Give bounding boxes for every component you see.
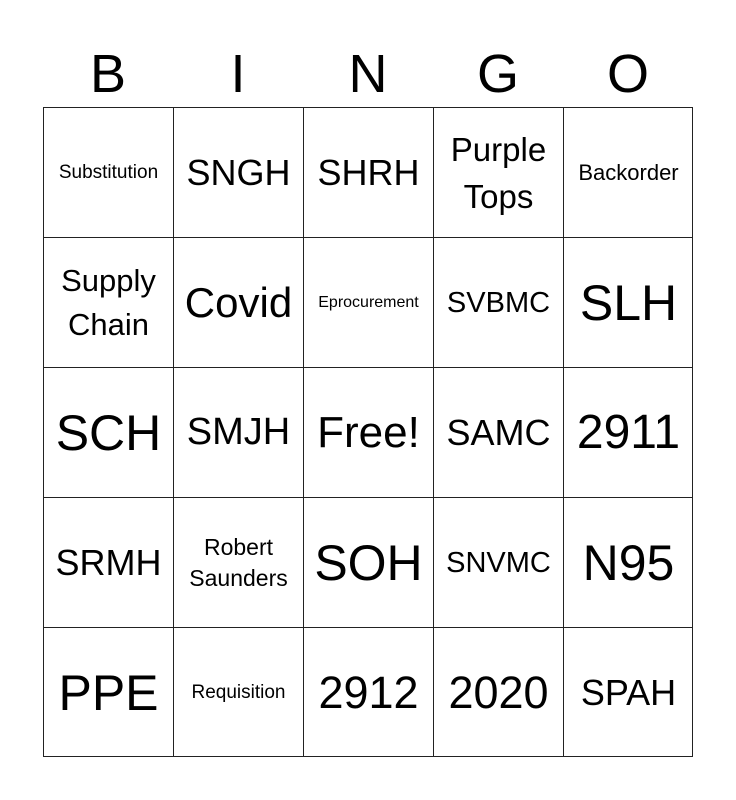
cell-label: SRMH <box>55 541 162 583</box>
cell-label: 2912 <box>318 666 419 718</box>
bingo-cell[interactable] <box>433 107 563 237</box>
cell-label: Covid <box>184 278 293 326</box>
bingo-cell[interactable] <box>433 367 563 497</box>
bingo-cell[interactable] <box>563 367 693 497</box>
bingo-cell[interactable] <box>563 497 693 627</box>
cell-label: SNVMC <box>446 546 551 579</box>
cell-label: SCH <box>55 404 162 461</box>
cell-label: Substitution <box>58 161 159 183</box>
bingo-header <box>43 40 693 108</box>
bingo-cell[interactable] <box>43 627 173 757</box>
cell-label: 2911 <box>576 406 681 459</box>
header-letter-b: B <box>89 44 127 104</box>
header-letter-o: O <box>606 44 649 104</box>
bingo-cell[interactable] <box>433 237 563 367</box>
bingo-cell[interactable] <box>433 497 563 627</box>
cell-label: Purple Tops <box>450 130 547 215</box>
header-letter-n: N <box>348 44 388 104</box>
cell-label: Eprocurement <box>318 294 419 311</box>
header-letter-g: G <box>476 44 519 104</box>
cell-label: SAMC <box>446 411 551 453</box>
cell-label: Requisition <box>191 681 286 703</box>
bingo-cell[interactable] <box>433 627 563 757</box>
bingo-cell[interactable] <box>303 367 433 497</box>
bingo-cell[interactable] <box>303 497 433 627</box>
cell-label: SPAH <box>580 671 677 713</box>
cell-label: Free! <box>317 407 420 457</box>
cell-label: SVBMC <box>446 286 551 319</box>
header-letter-i: I <box>230 44 246 104</box>
bingo-cell[interactable] <box>173 497 303 627</box>
cell-label: PPE <box>58 664 159 721</box>
cell-label: SMJH <box>186 411 291 453</box>
bingo-cell[interactable] <box>563 107 693 237</box>
bingo-cell[interactable] <box>173 237 303 367</box>
cell-label: 2020 <box>448 666 549 718</box>
bingo-cell[interactable] <box>173 107 303 237</box>
cell-label: SHRH <box>317 151 420 193</box>
cell-label: SOH <box>314 534 423 591</box>
bingo-cell[interactable] <box>303 107 433 237</box>
bingo-cell[interactable] <box>303 237 433 367</box>
cell-label: SLH <box>579 274 678 331</box>
bingo-cell[interactable] <box>303 627 433 757</box>
cell-label: N95 <box>582 534 675 591</box>
bingo-cell[interactable] <box>173 367 303 497</box>
cell-label: Supply Chain <box>61 262 156 342</box>
bingo-cell[interactable] <box>173 627 303 757</box>
bingo-cell[interactable] <box>43 107 173 237</box>
bingo-cell[interactable] <box>563 627 693 757</box>
cell-label: Backorder <box>578 159 679 185</box>
bingo-cell[interactable] <box>563 237 693 367</box>
bingo-cell[interactable] <box>43 237 173 367</box>
cell-label: SNGH <box>186 151 291 193</box>
cell-label: Robert Saunders <box>189 533 288 591</box>
bingo-card-grid <box>43 107 693 757</box>
bingo-cell[interactable] <box>43 367 173 497</box>
bingo-cell[interactable] <box>43 497 173 627</box>
